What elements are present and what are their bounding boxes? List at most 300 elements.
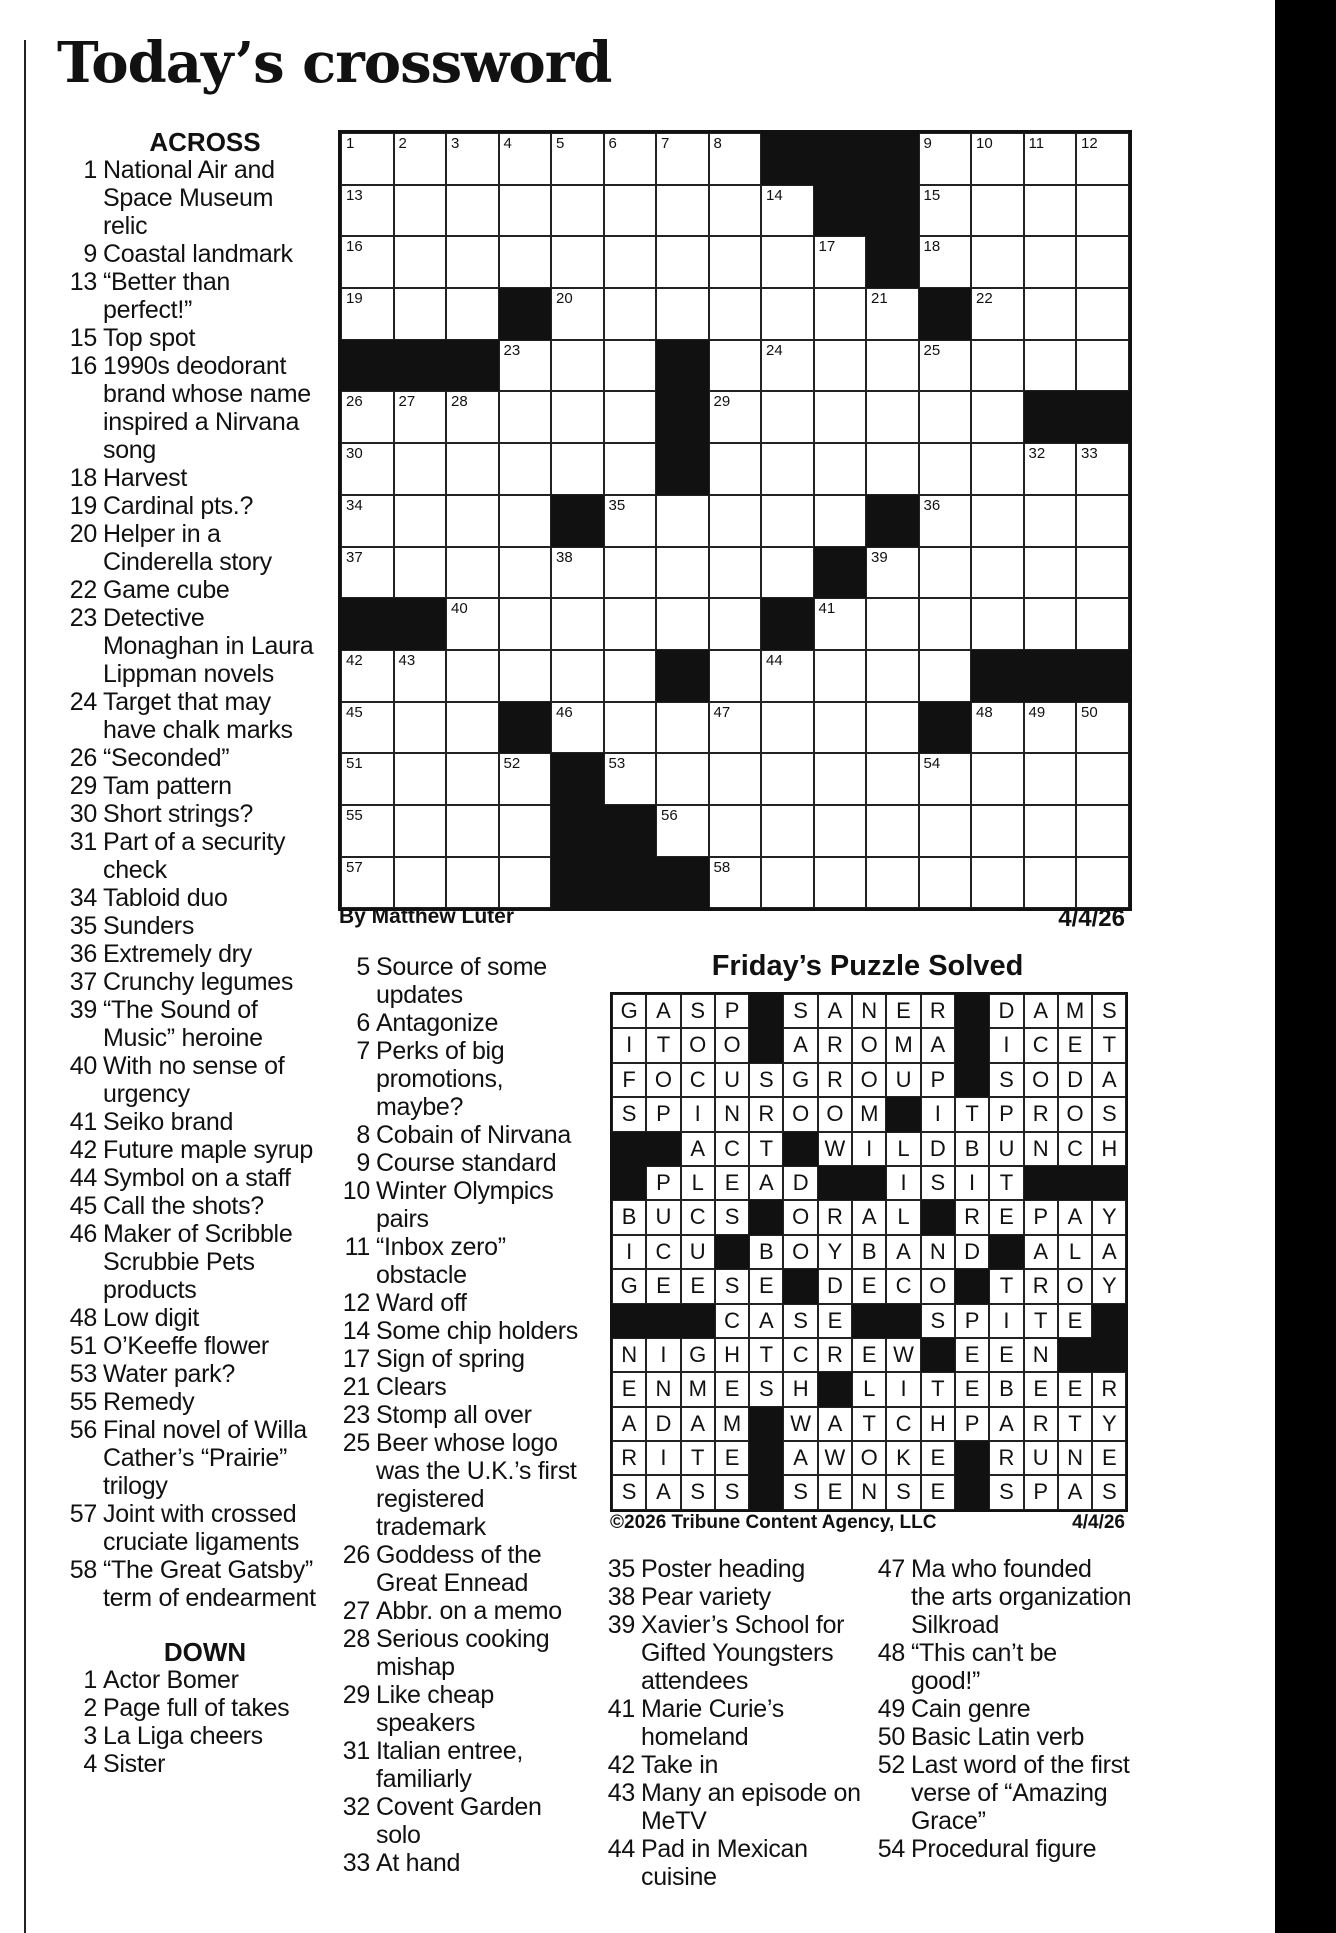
solution-letter: H xyxy=(1092,1132,1126,1166)
cell-number: 23 xyxy=(503,341,521,359)
grid-cell[interactable] xyxy=(919,495,972,547)
grid-cell[interactable] xyxy=(1024,288,1077,340)
clue-text: “Inbox zero” obstacle xyxy=(376,1233,506,1289)
grid-cell[interactable] xyxy=(341,650,394,702)
grid-cell[interactable] xyxy=(709,185,762,237)
grid-cell[interactable] xyxy=(709,495,762,547)
grid-cell[interactable] xyxy=(604,702,657,754)
cell-number: 12 xyxy=(1081,135,1098,152)
clue-number: 55 xyxy=(69,1388,97,1416)
grid-cell[interactable] xyxy=(394,805,447,857)
grid-cell[interactable] xyxy=(604,495,657,547)
grid-cell[interactable] xyxy=(866,753,919,805)
grid-cell[interactable] xyxy=(709,702,762,754)
solution-letter: R xyxy=(749,1097,783,1131)
grid-cell[interactable] xyxy=(866,805,919,857)
grid-cell[interactable] xyxy=(551,443,604,495)
solution-letter: D xyxy=(818,1269,852,1303)
grid-cell[interactable] xyxy=(604,236,657,288)
grid-cell[interactable] xyxy=(499,495,552,547)
grid-cell[interactable] xyxy=(551,391,604,443)
solution-letter: O xyxy=(783,1235,817,1269)
grid-block xyxy=(761,598,814,650)
grid-cell[interactable] xyxy=(814,702,867,754)
grid-cell[interactable] xyxy=(1024,753,1077,805)
grid-block xyxy=(919,702,972,754)
solution-letter: O xyxy=(646,1063,680,1097)
clue-item xyxy=(870,1639,1132,1695)
grid-cell[interactable] xyxy=(656,288,709,340)
grid-cell[interactable] xyxy=(446,598,499,650)
grid-cell[interactable] xyxy=(1024,443,1077,495)
grid-cell[interactable] xyxy=(971,391,1024,443)
grid-cell[interactable] xyxy=(499,598,552,650)
grid-cell[interactable] xyxy=(709,753,762,805)
cell-number: 41 xyxy=(818,600,836,618)
grid-cell[interactable] xyxy=(341,236,394,288)
grid-cell[interactable] xyxy=(341,288,394,340)
grid-cell[interactable] xyxy=(814,753,867,805)
grid-cell[interactable] xyxy=(709,288,762,340)
grid-cell[interactable] xyxy=(814,857,867,909)
grid-cell[interactable] xyxy=(394,495,447,547)
grid-cell[interactable] xyxy=(866,702,919,754)
grid-cell[interactable] xyxy=(1076,185,1129,237)
grid-cell[interactable] xyxy=(499,185,552,237)
grid-cell[interactable] xyxy=(814,443,867,495)
grid-cell[interactable] xyxy=(866,391,919,443)
grid-cell[interactable] xyxy=(709,133,762,185)
solution-block xyxy=(955,1028,989,1062)
solution-block xyxy=(612,1166,646,1200)
grid-cell[interactable] xyxy=(761,391,814,443)
grid-cell[interactable] xyxy=(866,288,919,340)
grid-cell[interactable] xyxy=(761,236,814,288)
grid-cell[interactable] xyxy=(866,857,919,909)
solution-letter: A xyxy=(852,1200,886,1234)
grid-cell[interactable] xyxy=(446,391,499,443)
grid-cell[interactable] xyxy=(814,340,867,392)
solution-letter: A xyxy=(681,1132,715,1166)
solution-letter: C xyxy=(646,1235,680,1269)
solution-letter: T xyxy=(989,1166,1023,1200)
grid-cell[interactable] xyxy=(341,547,394,599)
clue-number: 10 xyxy=(342,1177,370,1205)
grid-cell[interactable] xyxy=(761,547,814,599)
solution-block xyxy=(852,1166,886,1200)
grid-cell[interactable] xyxy=(919,753,972,805)
solution-letter: A xyxy=(749,1304,783,1338)
grid-cell[interactable] xyxy=(1076,495,1129,547)
clue-text: Game cube xyxy=(103,576,230,604)
grid-cell[interactable] xyxy=(1076,133,1129,185)
grid-cell[interactable] xyxy=(394,236,447,288)
grid-cell[interactable] xyxy=(761,340,814,392)
grid-cell[interactable] xyxy=(1024,547,1077,599)
grid-cell[interactable] xyxy=(1024,857,1077,909)
clue-text: Winter Olympics pairs xyxy=(376,1177,554,1233)
grid-cell[interactable] xyxy=(499,547,552,599)
grid-cell[interactable] xyxy=(971,805,1024,857)
grid-cell[interactable] xyxy=(761,753,814,805)
solution-letter: L xyxy=(886,1132,920,1166)
clue-text: Basic Latin verb xyxy=(911,1723,1085,1751)
cell-number: 1 xyxy=(346,135,355,152)
grid-cell[interactable] xyxy=(446,495,499,547)
cell-number: 4 xyxy=(503,135,512,152)
solution-letter: C xyxy=(886,1269,920,1303)
grid-cell[interactable] xyxy=(866,547,919,599)
grid-cell[interactable] xyxy=(499,857,552,909)
grid-cell[interactable] xyxy=(394,547,447,599)
grid-cell[interactable] xyxy=(1024,185,1077,237)
grid-cell[interactable] xyxy=(814,805,867,857)
solution-letter: O xyxy=(783,1097,817,1131)
grid-cell[interactable] xyxy=(604,133,657,185)
grid-cell[interactable] xyxy=(341,391,394,443)
grid-cell[interactable] xyxy=(446,133,499,185)
solution-block xyxy=(715,1235,749,1269)
grid-cell[interactable] xyxy=(919,340,972,392)
grid-cell[interactable] xyxy=(446,236,499,288)
solution-letter: B xyxy=(612,1200,646,1234)
grid-cell[interactable] xyxy=(1024,236,1077,288)
solution-letter: R xyxy=(818,1200,852,1234)
solution-block xyxy=(955,1063,989,1097)
grid-cell[interactable] xyxy=(551,133,604,185)
cell-number: 52 xyxy=(503,755,521,773)
grid-cell[interactable] xyxy=(394,288,447,340)
grid-cell[interactable] xyxy=(551,547,604,599)
solution-title: Friday’s Puzzle Solved xyxy=(711,950,1024,982)
grid-cell[interactable] xyxy=(761,650,814,702)
grid-cell[interactable] xyxy=(919,133,972,185)
grid-cell[interactable] xyxy=(656,598,709,650)
grid-cell[interactable] xyxy=(761,857,814,909)
grid-cell[interactable] xyxy=(551,702,604,754)
cell-number: 5 xyxy=(556,135,565,152)
clue-text: “The Sound of Music” heroine xyxy=(103,996,263,1052)
grid-cell[interactable] xyxy=(604,598,657,650)
grid-cell[interactable] xyxy=(551,236,604,288)
cell-number: 38 xyxy=(556,548,573,566)
grid-cell[interactable] xyxy=(604,391,657,443)
cell-number: 22 xyxy=(976,290,993,308)
clue-number: 6 xyxy=(356,1009,370,1037)
cell-number: 57 xyxy=(346,858,363,876)
clue-number: 51 xyxy=(69,1332,97,1360)
clue-text: Serious cooking mishap xyxy=(376,1625,550,1681)
grid-cell[interactable] xyxy=(341,185,394,237)
clue-item xyxy=(62,352,318,464)
grid-cell[interactable] xyxy=(1076,753,1129,805)
solution-letter: T xyxy=(852,1407,886,1441)
grid-cell[interactable] xyxy=(446,702,499,754)
grid-cell[interactable] xyxy=(971,236,1024,288)
grid-cell[interactable] xyxy=(1076,340,1129,392)
clue-number: 12 xyxy=(342,1289,370,1317)
solution-block xyxy=(1092,1338,1126,1372)
grid-cell[interactable] xyxy=(1076,236,1129,288)
grid-cell[interactable] xyxy=(761,495,814,547)
grid-cell[interactable] xyxy=(971,443,1024,495)
solution-letter: O xyxy=(852,1441,886,1475)
grid-cell[interactable] xyxy=(1076,288,1129,340)
clue-text: Actor Bomer xyxy=(103,1666,239,1694)
cell-number: 54 xyxy=(923,755,941,773)
grid-cell[interactable] xyxy=(656,495,709,547)
clue-text: Pad in Mexican cuisine xyxy=(641,1835,808,1891)
clue-number: 37 xyxy=(69,968,97,996)
grid-cell[interactable] xyxy=(971,185,1024,237)
grid-cell[interactable] xyxy=(709,857,762,909)
grid-cell[interactable] xyxy=(1024,133,1077,185)
grid-cell[interactable] xyxy=(709,805,762,857)
grid-cell[interactable] xyxy=(866,598,919,650)
solution-letter: N xyxy=(612,1338,646,1372)
grid-cell[interactable] xyxy=(656,805,709,857)
grid-block xyxy=(971,650,1024,702)
grid-cell[interactable] xyxy=(866,650,919,702)
cell-number: 10 xyxy=(976,135,993,152)
clue-item xyxy=(62,1192,318,1220)
grid-cell[interactable] xyxy=(919,547,972,599)
grid-cell[interactable] xyxy=(761,805,814,857)
grid-cell[interactable] xyxy=(604,753,657,805)
grid-cell[interactable] xyxy=(919,185,972,237)
grid-cell[interactable] xyxy=(971,288,1024,340)
grid-cell[interactable] xyxy=(709,598,762,650)
grid-cell[interactable] xyxy=(919,857,972,909)
grid-cell[interactable] xyxy=(1024,702,1077,754)
grid-cell[interactable] xyxy=(1024,495,1077,547)
grid-block xyxy=(814,547,867,599)
grid-cell[interactable] xyxy=(499,391,552,443)
grid-cell[interactable] xyxy=(394,650,447,702)
grid-cell[interactable] xyxy=(499,443,552,495)
grid-cell[interactable] xyxy=(1076,702,1129,754)
grid-cell[interactable] xyxy=(919,805,972,857)
cell-number: 7 xyxy=(661,135,670,152)
clue-number: 8 xyxy=(356,1121,370,1149)
grid-cell[interactable] xyxy=(919,598,972,650)
grid-cell[interactable] xyxy=(656,547,709,599)
clue-number: 38 xyxy=(607,1583,635,1611)
grid-cell[interactable] xyxy=(604,185,657,237)
grid-cell[interactable] xyxy=(551,185,604,237)
grid-cell[interactable] xyxy=(394,391,447,443)
grid-cell[interactable] xyxy=(814,495,867,547)
clue-number: 28 xyxy=(342,1625,370,1653)
grid-cell[interactable] xyxy=(1024,805,1077,857)
clue-text: Maker of Scribble Scrubbie Pets products xyxy=(103,1220,293,1304)
grid-cell[interactable] xyxy=(971,857,1024,909)
grid-cell[interactable] xyxy=(971,340,1024,392)
grid-cell[interactable] xyxy=(446,547,499,599)
solution-letter: A xyxy=(1092,1235,1126,1269)
grid-cell[interactable] xyxy=(341,805,394,857)
grid-cell[interactable] xyxy=(394,857,447,909)
solution-letter: N xyxy=(715,1097,749,1131)
solution-letter: S xyxy=(612,1097,646,1131)
grid-cell[interactable] xyxy=(971,495,1024,547)
grid-cell[interactable] xyxy=(604,443,657,495)
grid-cell[interactable] xyxy=(656,236,709,288)
clue-item xyxy=(62,1164,318,1192)
grid-cell[interactable] xyxy=(656,753,709,805)
grid-cell[interactable] xyxy=(709,391,762,443)
grid-block xyxy=(604,857,657,909)
solution-letter: L xyxy=(886,1200,920,1234)
grid-block xyxy=(866,495,919,547)
grid-block xyxy=(1076,650,1129,702)
solution-letter: R xyxy=(818,1063,852,1097)
clue-number: 44 xyxy=(69,1164,97,1192)
grid-cell[interactable] xyxy=(446,288,499,340)
grid-cell[interactable] xyxy=(341,753,394,805)
grid-cell[interactable] xyxy=(866,340,919,392)
grid-cell[interactable] xyxy=(919,443,972,495)
solution-letter: B xyxy=(852,1235,886,1269)
grid-cell[interactable] xyxy=(394,133,447,185)
solution-letter: S xyxy=(1092,994,1126,1028)
grid-cell[interactable] xyxy=(394,702,447,754)
solution-letter: I xyxy=(886,1372,920,1406)
grid-cell[interactable] xyxy=(394,185,447,237)
grid-cell[interactable] xyxy=(1024,598,1077,650)
solution-block xyxy=(955,1441,989,1475)
grid-cell[interactable] xyxy=(709,443,762,495)
grid-cell[interactable] xyxy=(604,288,657,340)
clue-text: Take in xyxy=(641,1751,719,1779)
grid-cell[interactable] xyxy=(499,340,552,392)
grid-cell[interactable] xyxy=(814,598,867,650)
grid-cell[interactable] xyxy=(919,391,972,443)
solution-letter: N xyxy=(1024,1338,1058,1372)
grid-cell[interactable] xyxy=(1076,857,1129,909)
grid-cell[interactable] xyxy=(761,185,814,237)
grid-cell[interactable] xyxy=(341,443,394,495)
grid-cell[interactable] xyxy=(656,702,709,754)
solution-letter: U xyxy=(646,1200,680,1234)
cell-number: 9 xyxy=(923,135,932,152)
grid-cell[interactable] xyxy=(866,443,919,495)
grid-cell[interactable] xyxy=(446,185,499,237)
grid-cell[interactable] xyxy=(971,547,1024,599)
grid-cell[interactable] xyxy=(551,650,604,702)
grid-cell[interactable] xyxy=(1076,805,1129,857)
grid-cell[interactable] xyxy=(551,288,604,340)
clue-text: Source of some updates xyxy=(376,953,547,1009)
grid-cell[interactable] xyxy=(971,753,1024,805)
clue-number: 44 xyxy=(607,1835,635,1863)
clue-item xyxy=(62,240,318,268)
grid-cell[interactable] xyxy=(709,236,762,288)
clue-item xyxy=(62,520,318,576)
grid-cell[interactable] xyxy=(919,650,972,702)
grid-cell[interactable] xyxy=(551,340,604,392)
grid-cell[interactable] xyxy=(499,133,552,185)
cell-number: 27 xyxy=(398,393,416,411)
solution-letter: B xyxy=(955,1132,989,1166)
grid-cell[interactable] xyxy=(446,650,499,702)
grid-cell[interactable] xyxy=(971,702,1024,754)
grid-cell[interactable] xyxy=(446,443,499,495)
grid-cell[interactable] xyxy=(499,236,552,288)
solution-block xyxy=(818,1372,852,1406)
grid-cell[interactable] xyxy=(394,753,447,805)
clue-text: Page full of takes xyxy=(103,1694,290,1722)
solution-letter: P xyxy=(955,1304,989,1338)
grid-cell[interactable] xyxy=(656,133,709,185)
solution-letter: D xyxy=(989,994,1023,1028)
grid-cell[interactable] xyxy=(709,340,762,392)
grid-cell[interactable] xyxy=(971,133,1024,185)
grid-cell[interactable] xyxy=(341,495,394,547)
grid-cell[interactable] xyxy=(761,288,814,340)
grid-cell[interactable] xyxy=(709,650,762,702)
grid-cell[interactable] xyxy=(971,598,1024,650)
clue-text: Remedy xyxy=(103,1388,195,1416)
grid-cell[interactable] xyxy=(341,857,394,909)
solution-letter: T xyxy=(955,1097,989,1131)
grid-cell[interactable] xyxy=(341,702,394,754)
grid-cell[interactable] xyxy=(814,236,867,288)
solution-letter: A xyxy=(818,1407,852,1441)
grid-cell[interactable] xyxy=(1076,547,1129,599)
grid-cell[interactable] xyxy=(1076,598,1129,650)
grid-cell[interactable] xyxy=(604,547,657,599)
grid-cell[interactable] xyxy=(499,753,552,805)
grid-cell[interactable] xyxy=(656,185,709,237)
grid-cell[interactable] xyxy=(761,443,814,495)
grid-cell[interactable] xyxy=(919,236,972,288)
grid-cell[interactable] xyxy=(499,805,552,857)
grid-cell[interactable] xyxy=(814,391,867,443)
grid-cell[interactable] xyxy=(446,805,499,857)
cell-number: 49 xyxy=(1028,703,1046,721)
grid-cell[interactable] xyxy=(814,288,867,340)
grid-cell[interactable] xyxy=(446,753,499,805)
clue-item xyxy=(870,1723,1132,1751)
solution-block xyxy=(1092,1304,1126,1338)
cell-number: 15 xyxy=(923,186,941,204)
clue-number: 26 xyxy=(342,1541,370,1569)
grid-cell[interactable] xyxy=(1024,340,1077,392)
cell-number: 6 xyxy=(608,135,617,152)
grid-cell[interactable] xyxy=(341,133,394,185)
clue-number: 22 xyxy=(69,576,97,604)
solution-date: 4/4/26 xyxy=(1072,1512,1125,1533)
clue-item xyxy=(870,1695,1132,1723)
grid-cell[interactable] xyxy=(814,650,867,702)
grid-cell[interactable] xyxy=(499,650,552,702)
grid-cell[interactable] xyxy=(604,340,657,392)
grid-cell[interactable] xyxy=(1076,443,1129,495)
grid-cell[interactable] xyxy=(761,702,814,754)
solution-letter: K xyxy=(886,1441,920,1475)
grid-cell[interactable] xyxy=(709,547,762,599)
grid-cell[interactable] xyxy=(551,598,604,650)
grid-cell[interactable] xyxy=(604,650,657,702)
solution-letter: O xyxy=(1058,1097,1092,1131)
grid-cell[interactable] xyxy=(394,443,447,495)
solution-letter: R xyxy=(1024,1407,1058,1441)
down-clue-list-part2 xyxy=(335,953,590,1877)
grid-cell[interactable] xyxy=(446,857,499,909)
solution-letter: T xyxy=(921,1372,955,1406)
clue-number: 17 xyxy=(342,1345,370,1373)
